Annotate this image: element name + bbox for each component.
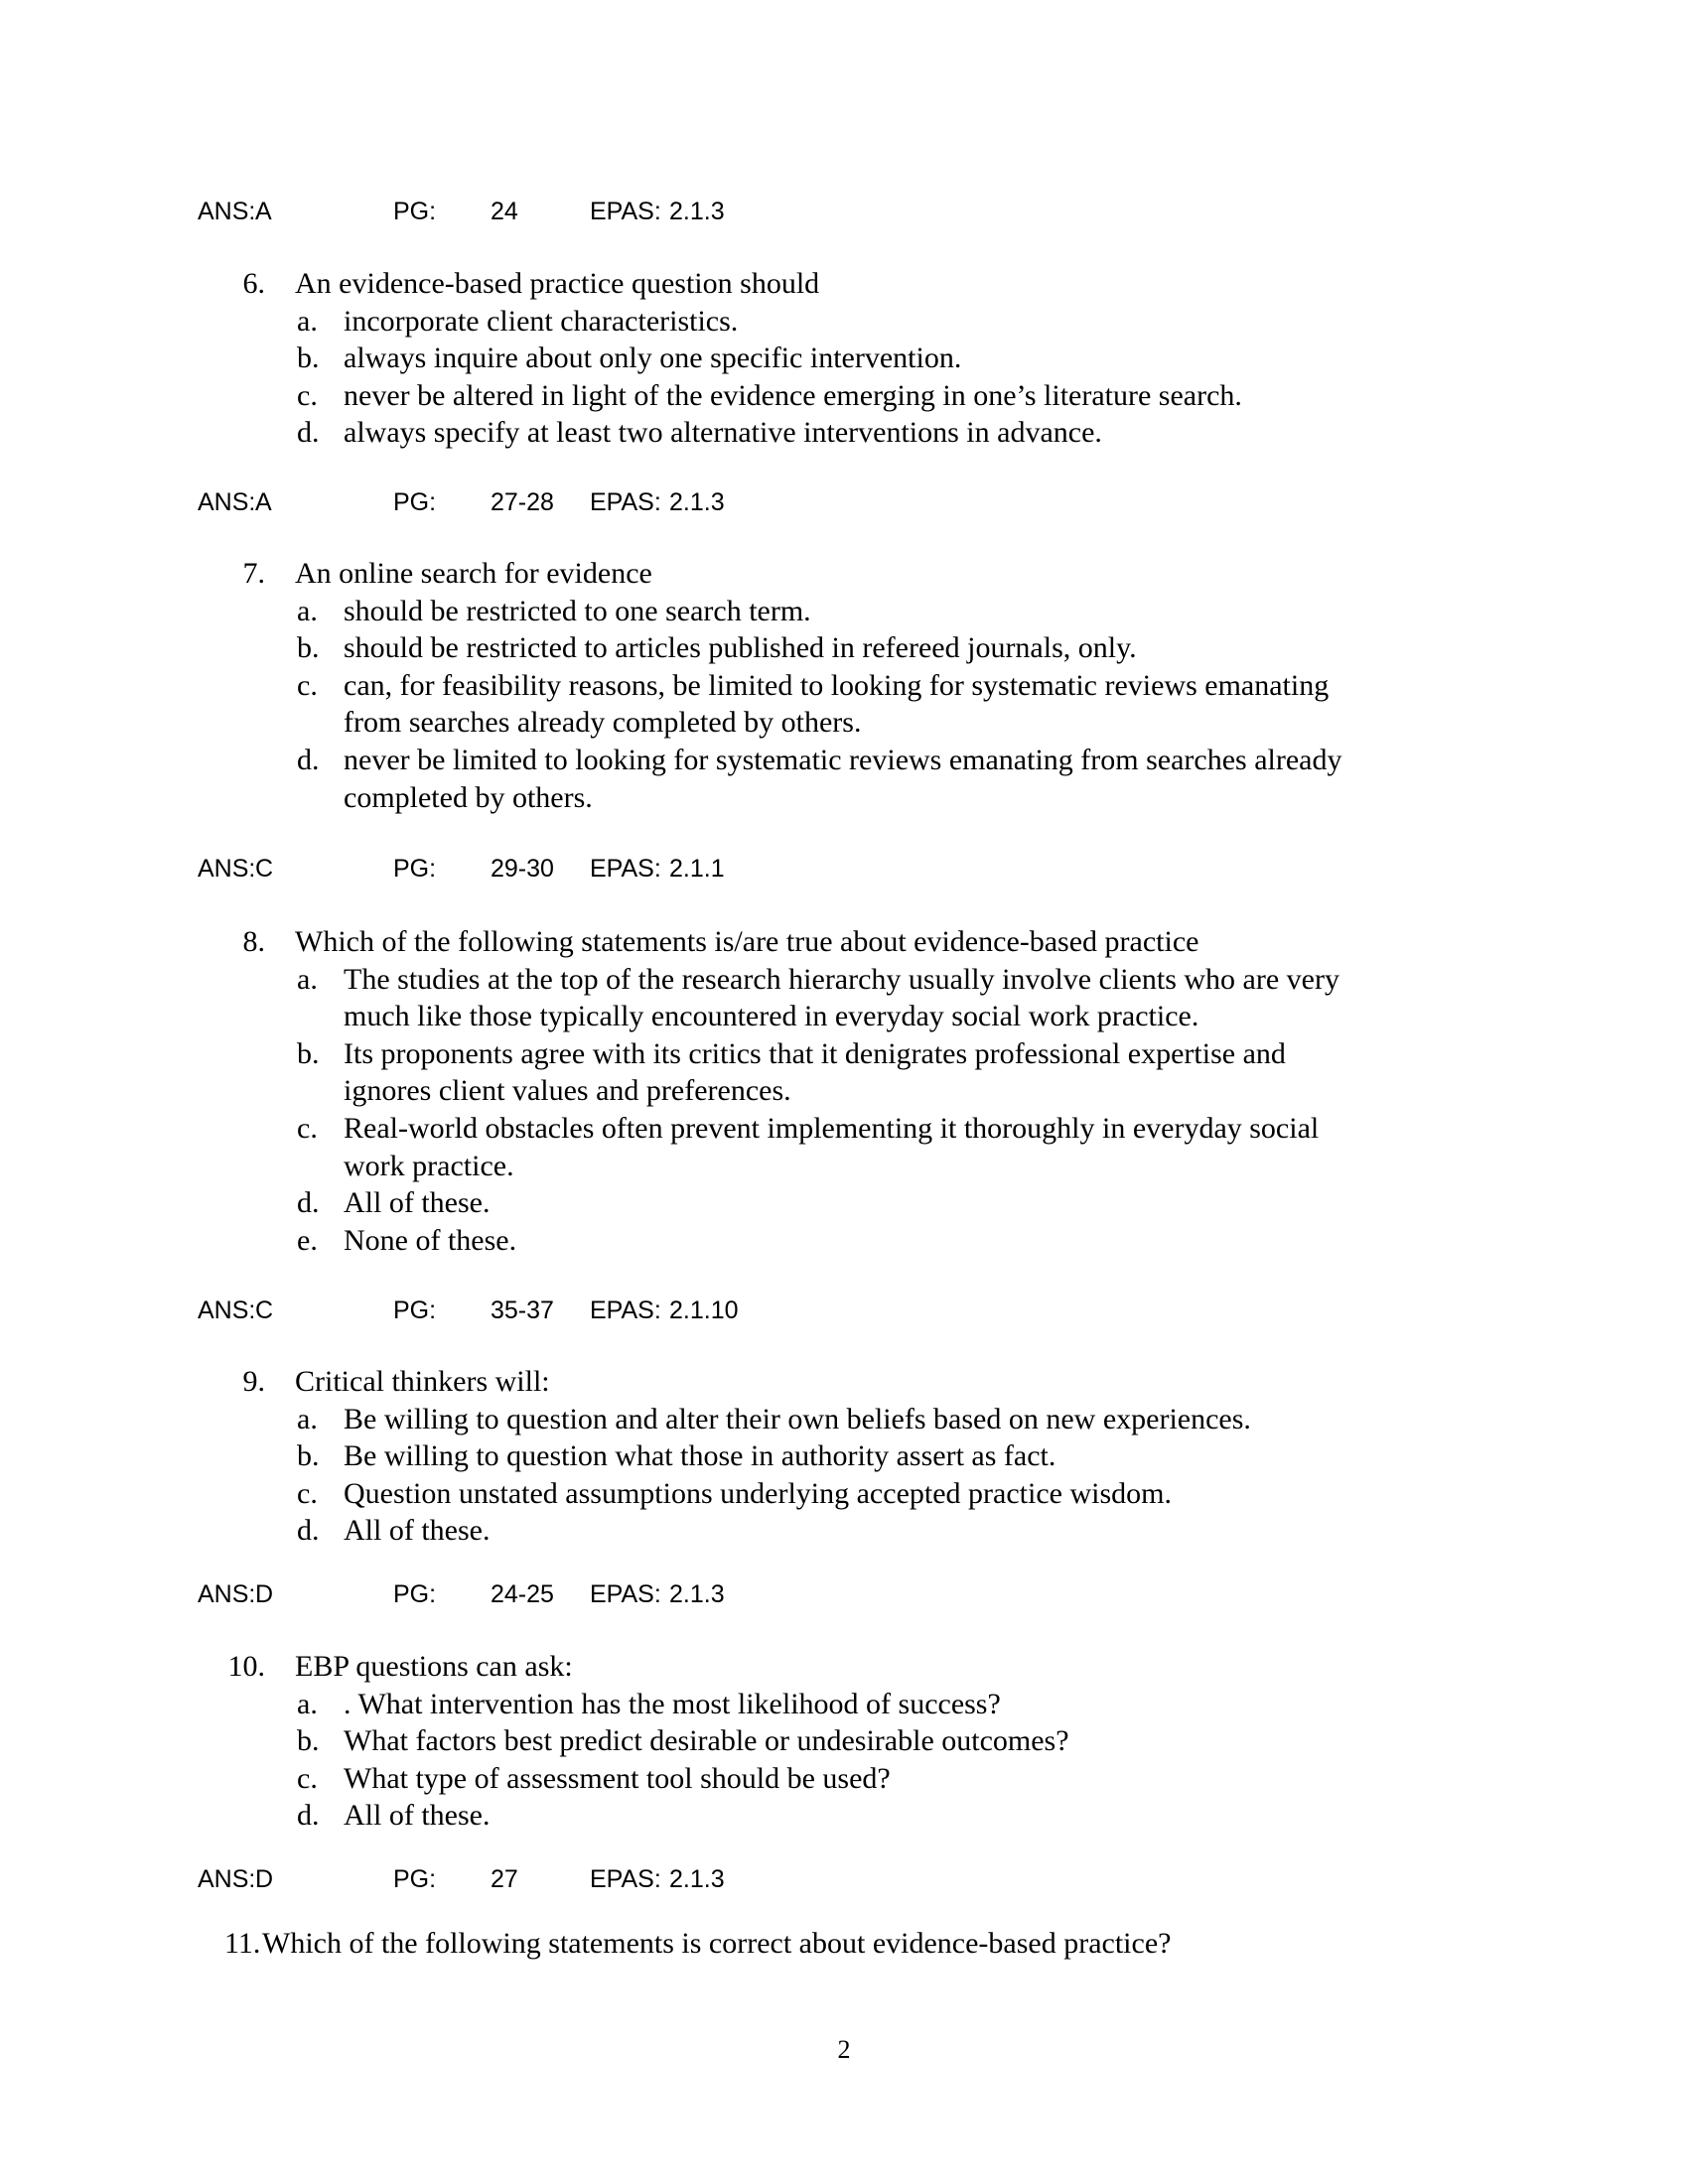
answer-option	[0, 667, 1688, 705]
pg-value: 27	[491, 1865, 518, 1893]
question-number: 9.	[242, 1365, 265, 1398]
option-text: incorporate client characteristics.	[344, 304, 739, 338]
answer-option	[0, 1722, 1688, 1760]
option-text: The studies at the top of the research hierarchy usually involve clients who are very	[344, 962, 1339, 996]
option-text: What type of assessment tool should be used?	[344, 1761, 891, 1795]
answer-option	[0, 1222, 1688, 1260]
pg-label: PG:	[393, 1580, 437, 1608]
answer-option	[0, 704, 1688, 742]
pg-value: 24	[491, 198, 518, 225]
option-letter: c.	[297, 378, 318, 412]
epas-label: EPAS:	[590, 198, 661, 225]
pg-label: PG:	[393, 198, 437, 225]
question-stem	[0, 1925, 1688, 1963]
ans-value: A	[255, 488, 272, 516]
question-11	[0, 1925, 1688, 1963]
option-text: never be limited to looking for systematic reviews emanating from searches already	[344, 743, 1342, 776]
ans-value: D	[255, 1580, 274, 1608]
option-letter: c.	[297, 1111, 318, 1145]
epas-value: 2.1.10	[669, 1297, 739, 1324]
option-letter: a.	[297, 1687, 318, 1720]
answer-option	[0, 998, 1688, 1035]
option-text: can, for feasibility reasons, be limited to looking for systematic reviews emanating	[344, 668, 1330, 702]
pg-value: 24-25	[491, 1580, 554, 1608]
question-8	[0, 923, 1688, 1259]
answer-option	[0, 1072, 1688, 1110]
question-7	[0, 555, 1688, 816]
question-stem	[0, 1648, 1688, 1686]
option-letter: e.	[297, 1223, 318, 1257]
answer-option	[0, 414, 1688, 452]
question-text: Which of the following statements is correct about evidence-based practice?	[262, 1927, 1172, 1960]
option-letter: a.	[297, 304, 318, 338]
option-text: All of these.	[344, 1186, 491, 1220]
option-text: What factors best predict desirable or undesirable outcomes?	[344, 1724, 1069, 1758]
question-text: Critical thinkers will:	[295, 1365, 550, 1398]
ans-value: D	[255, 1865, 274, 1893]
option-letter: d.	[297, 416, 320, 450]
pg-label: PG:	[393, 855, 437, 883]
option-letter: d.	[297, 1514, 320, 1548]
option-letter: a.	[297, 962, 318, 996]
option-text: Be willing to question what those in authority assert as fact.	[344, 1439, 1056, 1473]
answer-option	[0, 1686, 1688, 1723]
answer-option	[0, 593, 1688, 630]
question-stem	[0, 1363, 1688, 1401]
question-10	[0, 1648, 1688, 1835]
answer-option	[0, 1797, 1688, 1835]
question-6	[0, 265, 1688, 452]
answer-key-line	[198, 487, 1290, 517]
option-text: . What intervention has the most likelihood of success?	[344, 1687, 1001, 1720]
epas-value: 2.1.3	[669, 1865, 725, 1893]
option-letter: c.	[297, 668, 318, 702]
pg-label: PG:	[393, 1297, 437, 1324]
option-text: Be willing to question and alter their own beliefs based on new experiences.	[344, 1402, 1251, 1435]
option-text: None of these.	[344, 1223, 517, 1257]
answer-key-line	[198, 1864, 1290, 1894]
ans-label: ANS:	[198, 198, 256, 225]
question-text: Which of the following statements is/are true about evidence-based practice	[295, 925, 1199, 958]
option-letter: d.	[297, 1799, 320, 1833]
answer-option	[0, 1475, 1688, 1513]
answer-option	[0, 1512, 1688, 1550]
ans-label: ANS:	[198, 855, 256, 883]
page-number: 2	[837, 2035, 851, 2064]
option-text: ignores client values and preferences.	[344, 1074, 791, 1108]
option-text: Question unstated assumptions underlying accepted practice wisdom.	[344, 1476, 1172, 1510]
answer-option	[0, 1401, 1688, 1438]
option-text: should be restricted to articles published in refereed journals, only.	[344, 631, 1137, 665]
option-letter: b.	[297, 1439, 320, 1473]
option-text: should be restricted to one search term.	[344, 594, 811, 627]
epas-value: 2.1.3	[669, 488, 725, 516]
answer-option	[0, 1035, 1688, 1073]
option-text: always specify at least two alternative interventions in advance.	[344, 416, 1102, 450]
option-text: Real-world obstacles often prevent implementing it thoroughly in everyday social	[344, 1111, 1320, 1145]
epas-label: EPAS:	[590, 1580, 661, 1608]
pg-label: PG:	[393, 488, 437, 516]
question-number: 7.	[242, 557, 265, 590]
answer-key-line	[198, 1579, 1290, 1609]
option-letter: b.	[297, 631, 320, 665]
answer-option	[0, 1437, 1688, 1475]
option-text: All of these.	[344, 1799, 491, 1833]
pg-value: 35-37	[491, 1297, 554, 1324]
question-text: EBP questions can ask:	[295, 1650, 573, 1683]
answer-option	[0, 377, 1688, 415]
answer-option	[0, 303, 1688, 341]
question-stem	[0, 555, 1688, 593]
question-text: An online search for evidence	[295, 557, 652, 590]
ans-label: ANS:	[198, 1580, 256, 1608]
question-stem	[0, 265, 1688, 303]
answer-option	[0, 629, 1688, 667]
answer-option	[0, 779, 1688, 817]
answer-option	[0, 1184, 1688, 1222]
ans-label: ANS:	[198, 1865, 256, 1893]
question-number: 6.	[242, 267, 265, 300]
pg-value: 27-28	[491, 488, 554, 516]
option-letter: c.	[297, 1476, 318, 1510]
ans-label: ANS:	[198, 488, 256, 516]
epas-value: 2.1.3	[669, 1580, 725, 1608]
epas-value: 2.1.3	[669, 198, 725, 225]
answer-key-line	[198, 854, 1290, 884]
option-letter: c.	[297, 1761, 318, 1795]
answer-option	[0, 1760, 1688, 1798]
question-stem	[0, 923, 1688, 961]
option-text: always inquire about only one specific intervention.	[344, 341, 962, 375]
epas-value: 2.1.1	[669, 855, 725, 883]
option-letter: b.	[297, 341, 320, 375]
epas-label: EPAS:	[590, 855, 661, 883]
option-text: completed by others.	[344, 780, 593, 814]
ans-value: C	[255, 855, 274, 883]
answer-key-line	[198, 1296, 1290, 1325]
question-number: 8.	[242, 925, 265, 958]
option-text: All of these.	[344, 1514, 491, 1548]
epas-label: EPAS:	[590, 488, 661, 516]
epas-label: EPAS:	[590, 1297, 661, 1324]
option-text: from searches already completed by others.	[344, 706, 862, 740]
question-9	[0, 1363, 1688, 1550]
ans-value: C	[255, 1297, 274, 1324]
option-text: much like those typically encountered in everyday social work practice.	[344, 1000, 1199, 1033]
option-letter: a.	[297, 594, 318, 627]
question-number: 11.	[224, 1927, 261, 1960]
ans-value: A	[255, 198, 272, 225]
pg-label: PG:	[393, 1865, 437, 1893]
pg-value: 29-30	[491, 855, 554, 883]
answer-option	[0, 1148, 1688, 1185]
option-letter: d.	[297, 743, 320, 776]
option-text: never be altered in light of the evidence emerging in one’s literature search.	[344, 378, 1242, 412]
option-text: Its proponents agree with its critics that it denigrates professional expertise and	[344, 1036, 1286, 1070]
answer-option	[0, 742, 1688, 779]
answer-option	[0, 340, 1688, 377]
answer-option	[0, 1110, 1688, 1148]
option-letter: b.	[297, 1036, 320, 1070]
option-letter: b.	[297, 1724, 320, 1758]
ans-label: ANS:	[198, 1297, 256, 1324]
answer-option	[0, 961, 1688, 999]
epas-label: EPAS:	[590, 1865, 661, 1893]
option-text: work practice.	[344, 1149, 514, 1182]
question-number: 10.	[227, 1650, 265, 1683]
answer-key-line	[198, 197, 1290, 226]
question-text: An evidence-based practice question should	[295, 267, 820, 300]
option-letter: d.	[297, 1186, 320, 1220]
option-letter: a.	[297, 1402, 318, 1435]
